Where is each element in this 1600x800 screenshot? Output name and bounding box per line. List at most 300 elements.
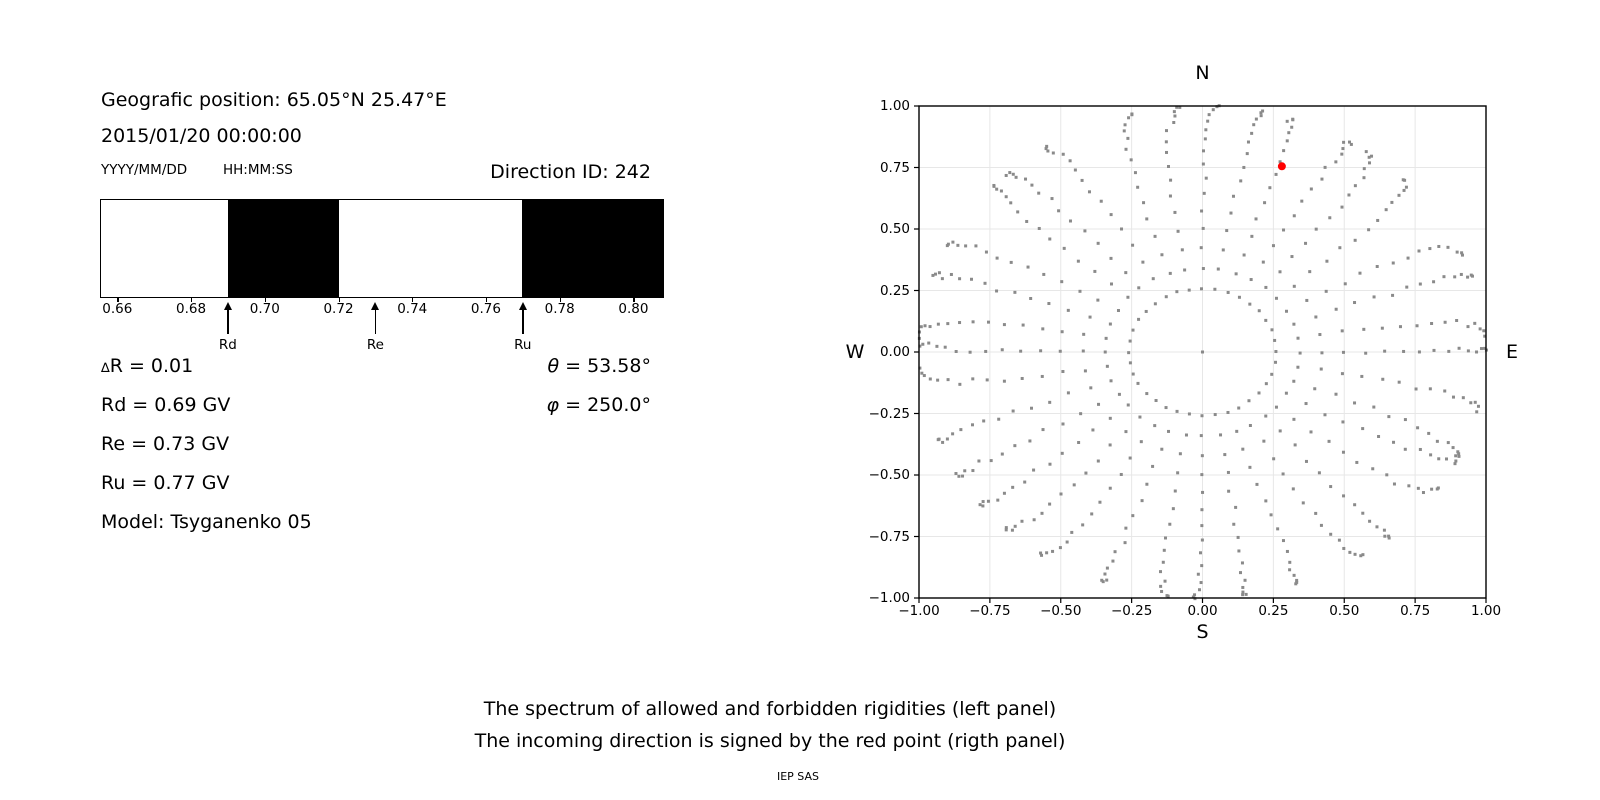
direction-dot: [1462, 396, 1465, 399]
direction-dot: [1239, 179, 1242, 182]
phi-symbol: φ: [546, 394, 560, 416]
direction-dot: [1205, 177, 1208, 180]
direction-dot: [1177, 230, 1180, 233]
direction-dot: [1364, 352, 1367, 355]
x-axis-tick-label: 0.00: [1187, 603, 1218, 619]
direction-dot: [1241, 586, 1244, 589]
direction-dot: [1079, 412, 1082, 415]
direction-dot: [974, 244, 977, 247]
direction-dot: [1300, 200, 1303, 203]
y-axis-tick-label: −0.50: [868, 467, 910, 483]
direction-dot: [1315, 228, 1318, 231]
direction-dot: [1045, 145, 1048, 148]
direction-dot: [1051, 197, 1054, 200]
direction-dot: [1328, 440, 1331, 443]
direction-dot: [1341, 147, 1344, 150]
direction-dot: [1399, 325, 1402, 328]
direction-dot: [1422, 491, 1425, 494]
direction-dot: [941, 441, 944, 444]
direction-dot: [935, 345, 938, 348]
direction-dot: [1097, 242, 1100, 245]
direction-dot: [1067, 391, 1070, 394]
direction-dot: [1305, 299, 1308, 302]
direction-dot: [1061, 330, 1064, 333]
direction-dot: [924, 324, 927, 327]
direction-dot: [1179, 452, 1182, 455]
direction-dot: [1219, 433, 1222, 436]
direction-dot: [1342, 494, 1345, 497]
direction-dot: [1069, 159, 1072, 162]
center-dot: [1201, 351, 1204, 354]
direction-dot: [1200, 524, 1203, 527]
direction-dot: [1460, 273, 1463, 276]
direction-dot: [1320, 178, 1323, 181]
direction-dot: [1052, 151, 1055, 154]
direction-dot: [1081, 179, 1084, 182]
direction-dot: [1153, 424, 1156, 427]
direction-dot: [1200, 508, 1203, 511]
direction-dot: [1130, 158, 1133, 161]
y-axis-tick-label: 1.00: [879, 98, 910, 114]
direction-dot: [1296, 366, 1299, 369]
direction-dot: [1436, 440, 1439, 443]
direction-dot: [959, 428, 962, 431]
x-axis-tick-label: 0.75: [1400, 603, 1431, 619]
direction-dot: [1335, 308, 1338, 311]
direction-dot: [1129, 361, 1132, 364]
direction-dot: [955, 350, 958, 353]
direction-dot: [1270, 373, 1273, 376]
direction-dot: [1447, 441, 1450, 444]
credit-label: IEP SAS: [776, 770, 820, 783]
direction-dot: [1138, 416, 1141, 419]
direction-dot: [1393, 483, 1396, 486]
direction-dot: [1012, 410, 1015, 413]
model-label: Model: Tsyganenko 05: [101, 511, 312, 533]
rigidity-marker-label: Re: [366, 337, 384, 353]
direction-dot: [1308, 270, 1311, 273]
direction-dot: [1200, 564, 1203, 567]
direction-dot: [1304, 242, 1307, 245]
direction-dot: [1042, 428, 1045, 431]
direction-dot: [1070, 531, 1073, 534]
direction-dot: [1397, 194, 1400, 197]
direction-dot: [1145, 217, 1148, 220]
direction-dot: [1102, 580, 1105, 583]
direction-dot: [1169, 195, 1172, 198]
direction-dot: [1105, 337, 1108, 340]
direction-dot: [1127, 403, 1130, 406]
direction-dot: [1391, 294, 1394, 297]
direction-dot: [1362, 176, 1365, 179]
direction-dot: [1126, 137, 1129, 140]
direction-dot: [1471, 275, 1474, 278]
direction-dot: [1110, 257, 1113, 260]
direction-dot: [1341, 420, 1344, 423]
direction-dot: [1407, 484, 1410, 487]
direction-dot: [1131, 514, 1134, 517]
direction-dot: [1106, 365, 1109, 368]
direction-dot: [1264, 319, 1267, 322]
direction-dot: [1084, 369, 1087, 372]
direction-dot: [1059, 492, 1062, 495]
direction-dot: [956, 244, 959, 247]
direction-dot: [995, 188, 998, 191]
direction-dot: [1029, 297, 1032, 300]
compass-south-label: S: [1196, 621, 1209, 643]
direction-dot: [1388, 537, 1391, 540]
direction-dot: [1059, 350, 1062, 353]
direction-dot: [1323, 413, 1326, 416]
direction-dot: [1324, 166, 1327, 169]
direction-dot: [1097, 403, 1100, 406]
direction-dot: [1155, 399, 1158, 402]
direction-dot: [1235, 430, 1238, 433]
direction-dot: [1005, 174, 1008, 177]
direction-dot: [1176, 471, 1179, 474]
direction-dot: [1250, 278, 1253, 281]
direction-dot: [964, 244, 967, 247]
direction-dot: [1061, 452, 1064, 455]
direction-dot: [1293, 285, 1296, 288]
direction-dot: [1270, 328, 1273, 331]
direction-dot: [1405, 286, 1408, 289]
direction-dot: [1016, 210, 1019, 213]
direction-dot: [1354, 239, 1357, 242]
direction-dot: [1010, 261, 1013, 264]
arrow-stem: [375, 309, 377, 334]
direction-dot: [1241, 448, 1244, 451]
direction-dot: [1477, 405, 1480, 408]
direction-dot: [1360, 375, 1363, 378]
direction-dot: [1201, 454, 1204, 457]
direction-dot: [1067, 309, 1070, 312]
direction-dot: [1287, 131, 1290, 134]
direction-dot: [1048, 237, 1051, 240]
direction-dot: [1176, 410, 1179, 413]
x-axis-tick-label: −0.75: [969, 603, 1011, 619]
direction-dot: [1124, 271, 1127, 274]
direction-dot: [1262, 261, 1265, 264]
direction-dot: [954, 472, 957, 475]
direction-dot: [1069, 219, 1072, 222]
direction-dot: [1241, 591, 1244, 594]
direction-dot: [982, 500, 985, 503]
direction-dot: [1142, 201, 1145, 204]
direction-dot: [958, 321, 961, 324]
direction-dot: [1466, 276, 1469, 279]
direction-dot: [1437, 457, 1440, 460]
direction-dot: [1109, 487, 1112, 490]
direction-dot: [1145, 392, 1148, 395]
y-axis-tick-label: −0.25: [868, 405, 910, 422]
direction-dot: [1341, 372, 1344, 375]
direction-dot: [1368, 161, 1371, 164]
direction-dot: [958, 383, 961, 386]
direction-dot: [1348, 141, 1351, 144]
theta-symbol: θ: [547, 355, 560, 377]
direction-dot: [1222, 248, 1225, 251]
compass-north-label: N: [1195, 62, 1210, 84]
direction-dot: [992, 184, 995, 187]
direction-dot: [1109, 417, 1112, 420]
direction-dot: [1025, 220, 1028, 223]
direction-dot: [1432, 349, 1435, 352]
direction-dot: [1023, 481, 1026, 484]
direction-dot: [1249, 424, 1252, 427]
spectrum-tick-label: 0.80: [618, 301, 649, 317]
compass-west-label: W: [845, 341, 865, 363]
direction-dot: [1255, 217, 1258, 220]
direction-dot: [1274, 361, 1277, 364]
direction-dot: [1371, 467, 1374, 470]
direction-dot: [1126, 296, 1129, 299]
direction-dot: [996, 257, 999, 260]
direction-dot: [1078, 290, 1081, 293]
direction-dot: [1354, 553, 1357, 556]
direction-dot: [972, 320, 975, 323]
direction-dot: [995, 289, 998, 292]
direction-dot: [1404, 418, 1407, 421]
phi-value: [100, 393, 651, 417]
red-incoming-direction-point: [1278, 162, 1286, 170]
direction-dot: [1200, 414, 1203, 417]
direction-dot: [1159, 570, 1162, 573]
y-axis-tick-label: −1.00: [868, 590, 910, 606]
direction-dot: [1060, 280, 1063, 283]
direction-dot: [1173, 211, 1176, 214]
direction-dot: [946, 437, 949, 440]
direction-dot: [1475, 410, 1478, 413]
direction-dot: [1334, 393, 1337, 396]
forbidden-rigidity-band: [228, 200, 338, 297]
direction-dot: [1376, 219, 1379, 222]
direction-dot: [1286, 139, 1289, 142]
direction-dot: [1279, 270, 1282, 273]
direction-dot: [1100, 200, 1103, 203]
direction-dot: [1325, 290, 1328, 293]
direction-dot: [1328, 216, 1331, 219]
direction-dot: [1208, 113, 1211, 116]
direction-dot: [1105, 579, 1108, 582]
direction-dot: [971, 377, 974, 380]
direction-dot: [1314, 315, 1317, 318]
direction-dot: [1313, 387, 1316, 390]
direction-dot: [1342, 547, 1345, 550]
direction-dot: [1263, 201, 1266, 204]
direction-dot: [1124, 541, 1127, 544]
direction-dot: [1239, 571, 1242, 574]
direction-dot: [1373, 295, 1376, 298]
direction-dot: [1455, 319, 1458, 322]
direction-dot: [1268, 186, 1271, 189]
direction-dot: [1040, 512, 1043, 515]
direction-dot: [1104, 351, 1107, 354]
direction-dot: [1318, 333, 1321, 336]
direction-dot: [946, 322, 949, 325]
direction-dot: [934, 273, 937, 276]
spectrum-tick-label: 0.74: [397, 301, 428, 317]
direction-dot: [1436, 487, 1439, 490]
direction-dot: [1188, 412, 1191, 415]
direction-dot: [987, 321, 990, 324]
direction-dot: [1089, 316, 1092, 319]
direction-dot: [1165, 406, 1168, 409]
direction-dot: [1106, 567, 1109, 570]
direction-dot: [1202, 149, 1205, 152]
direction-dot: [1063, 247, 1066, 250]
direction-dot: [1387, 415, 1390, 418]
direction-dot: [1310, 187, 1313, 190]
direction-dot: [1375, 525, 1378, 528]
direction-dot: [929, 325, 932, 328]
direction-dot: [1260, 114, 1263, 117]
direction-dot: [977, 460, 980, 463]
direction-dot: [1118, 393, 1121, 396]
direction-dot: [1344, 282, 1347, 285]
scatter-svg: [911, 98, 1494, 614]
direction-dot: [1163, 549, 1166, 552]
direction-dot: [1261, 110, 1264, 113]
direction-dot: [1093, 270, 1096, 273]
direction-dot: [1084, 472, 1087, 475]
direction-dot: [1342, 451, 1345, 454]
direction-dot: [957, 475, 960, 478]
direction-dot: [1214, 413, 1217, 416]
direction-dot: [1453, 275, 1456, 278]
direction-dot: [1082, 350, 1085, 353]
direction-dot: [1151, 465, 1154, 468]
direction-dot: [1134, 171, 1137, 174]
forbidden-rigidity-band: [522, 200, 663, 297]
direction-dot: [1282, 228, 1285, 231]
direction-dot: [1353, 301, 1356, 304]
re-value: Re = 0.73 GV: [101, 433, 230, 455]
direction-dot: [1204, 128, 1207, 131]
y-axis-tick-label: 0.50: [879, 221, 910, 237]
direction-dot: [1110, 379, 1113, 382]
direction-dot: [1479, 327, 1482, 330]
direction-dot: [1338, 246, 1341, 249]
direction-dot: [1305, 402, 1308, 405]
direction-dot: [1403, 189, 1406, 192]
direction-dot: [1242, 166, 1245, 169]
spectrum-tick-label: 0.72: [323, 301, 354, 317]
direction-dot: [1204, 137, 1207, 140]
direction-dot: [1419, 448, 1422, 451]
direction-dot: [1404, 448, 1407, 451]
direction-dot: [1154, 235, 1157, 238]
direction-dot: [1272, 244, 1275, 247]
direction-dot: [1257, 391, 1260, 394]
direction-dot: [1022, 324, 1025, 327]
direction-dot: [1320, 368, 1323, 371]
direction-dot: [1057, 209, 1060, 212]
delta-symbol: ∆: [101, 361, 110, 376]
direction-dot: [1041, 327, 1044, 330]
direction-dot: [1001, 348, 1004, 351]
direction-dot: [981, 504, 984, 507]
direction-dot: [1074, 168, 1077, 171]
direction-dot: [1129, 340, 1132, 343]
theta-text: = 53.58°: [559, 355, 651, 377]
arrow-stem: [522, 309, 524, 334]
direction-dot: [1051, 550, 1054, 553]
direction-dot: [1013, 291, 1016, 294]
direction-dot: [1427, 432, 1430, 435]
direction-dot: [1019, 350, 1022, 353]
direction-dot: [1173, 115, 1176, 118]
direction-dot: [1363, 167, 1366, 170]
direction-dot: [1340, 206, 1343, 209]
direction-dot: [1168, 523, 1171, 526]
direction-dot: [1475, 350, 1478, 353]
direction-dot: [1276, 527, 1279, 530]
direction-dot: [1418, 350, 1421, 353]
direction-dot: [1131, 244, 1134, 247]
direction-dot: [1109, 443, 1112, 446]
direction-dot: [1229, 212, 1232, 215]
direction-dot: [1011, 486, 1014, 489]
direction-dot: [1347, 193, 1350, 196]
direction-dot: [1250, 132, 1253, 135]
direction-dot: [1362, 328, 1365, 331]
direction-dot: [1417, 487, 1420, 490]
direction-dot: [1340, 153, 1343, 156]
direction-dot: [1077, 260, 1080, 263]
direction-dot: [920, 372, 923, 375]
direction-dot: [1432, 280, 1435, 283]
direction-dot: [1348, 551, 1351, 554]
direction-dot: [1430, 322, 1433, 325]
direction-dot: [1246, 152, 1249, 155]
direction-dot: [1275, 297, 1278, 300]
direction-dot: [1353, 503, 1356, 506]
direction-dot: [1165, 129, 1168, 132]
direction-dot: [1200, 210, 1203, 213]
direction-dot: [1407, 257, 1410, 260]
direction-dot: [1127, 351, 1130, 354]
direction-dot: [1137, 286, 1140, 289]
direction-dot: [1028, 439, 1031, 442]
direction-dot: [1141, 261, 1144, 264]
direction-dot: [1305, 460, 1308, 463]
direction-dot: [1403, 179, 1406, 182]
direction-dot: [1290, 126, 1293, 129]
direction-dot: [1329, 533, 1332, 536]
direction-dot: [1293, 574, 1296, 577]
direction-dot: [1286, 550, 1289, 553]
direction-dot: [1361, 427, 1364, 430]
direction-dot: [1141, 499, 1144, 502]
direction-dot: [1162, 561, 1165, 564]
x-axis-tick-label: −0.50: [1040, 603, 1082, 619]
direction-dot: [1213, 288, 1216, 291]
direction-dot: [1398, 381, 1401, 384]
direction-dot: [1040, 554, 1043, 557]
direction-dot: [1265, 382, 1268, 385]
direction-dot: [1152, 277, 1155, 280]
direction-dot: [1250, 235, 1253, 238]
direction-dot: [1127, 116, 1130, 119]
direction-dot: [1110, 213, 1113, 216]
direction-dot: [1129, 457, 1132, 460]
direction-dot: [1454, 454, 1457, 457]
direction-dot: [1160, 590, 1163, 593]
direction-dot: [1238, 296, 1241, 299]
direction-dot: [947, 378, 950, 381]
direction-dot: [1285, 310, 1288, 313]
